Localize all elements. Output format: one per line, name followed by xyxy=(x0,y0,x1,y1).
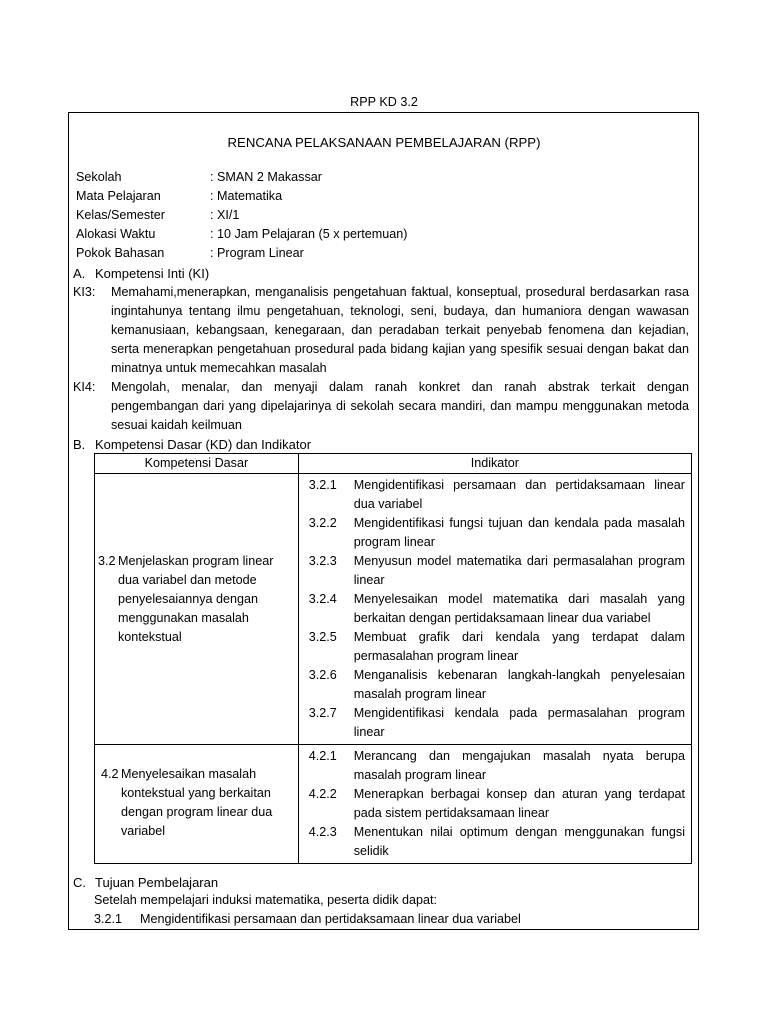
indicator-text: Merancang dan mengajukan masalah nyata berupa masalah program linear xyxy=(353,749,685,782)
indicator-number: 3.2.5 xyxy=(308,630,337,644)
indicator-number: 3.2.6 xyxy=(308,668,337,682)
indicator-number: 4.2.2 xyxy=(308,787,337,801)
indicator-text: Menerapkan berbagai konsep dan aturan yang terdapat pada sistem pertidaksamaan linear xyxy=(353,787,685,820)
indicator-item xyxy=(309,704,685,742)
meta-value: : SMAN 2 Makassar xyxy=(210,170,322,184)
section-letter: B. xyxy=(73,437,86,452)
meta-row-mata-pelajaran xyxy=(76,187,407,206)
indicator-text: Mengidentifikasi fungsi tujuan dan kendala pada masalah program linear xyxy=(353,516,685,549)
table-header-row xyxy=(95,454,692,474)
kd-text: Menyelesaikan masalah kontekstual yang berkaitan dengan program linear dua variabel xyxy=(121,767,273,838)
indicator-text: Mengidentifikasi persamaan dan pertidaksamaan linear dua variabel xyxy=(353,478,685,511)
indicator-number: 3.2.4 xyxy=(308,592,337,606)
meta-value: : 10 Jam Pelajaran (5 x pertemuan) xyxy=(210,227,408,241)
ki4-text: Mengolah, menalar, dan menyaji dalam ranah konkret dan ranah abstrak terkait dengan pengembangan dari yang dipelajarinya di sekolah secara mandiri, dan mampu menggunakan metoda sesuai kaidah keilmuan xyxy=(111,380,689,432)
indicator-number: 3.2.7 xyxy=(308,706,337,720)
meta-key: Kelas/Semester xyxy=(76,208,165,222)
meta-row-sekolah xyxy=(76,168,407,187)
header-indikator: Indikator xyxy=(298,454,691,474)
section-b-heading xyxy=(73,435,311,454)
meta-value: : Matematika xyxy=(210,189,283,203)
meta-key: Alokasi Waktu xyxy=(76,227,156,241)
document-label: RPP KD 3.2 xyxy=(350,95,418,109)
kd-cell xyxy=(95,745,299,864)
section-a-heading xyxy=(73,264,209,283)
indicator-text: Menentukan nilai optimum dengan menggunakan fungsi selidik xyxy=(353,825,685,858)
meta-key: Pokok Bahasan xyxy=(76,246,165,260)
indicator-number: 3.2.1 xyxy=(308,478,337,492)
identity-block xyxy=(76,168,407,263)
indicator-item xyxy=(309,666,685,704)
meta-row-alokasi-waktu xyxy=(76,225,407,244)
meta-key: Mata Pelajaran xyxy=(76,189,161,203)
rpp-heading: RENCANA PELAKSANAAN PEMBELAJARAN (RPP) xyxy=(227,135,541,150)
ki3-label: KI3: xyxy=(73,285,96,299)
meta-row-pokok-bahasan xyxy=(76,244,407,263)
meta-value: : XI/1 xyxy=(210,208,240,222)
header-kompetensi-dasar: Kompetensi Dasar xyxy=(95,454,299,474)
ki3-text: Memahami,menerapkan, menganalisis pengetahuan faktual, konseptual, prosedural berdasarkan rasa ingintahunya tentang ilmu pengetahuan, teknologi, seni, budaya, dan humaniora dengan wawasan kemanusiaan, kebangsaan, kenegaraan, dan peradaban terkait penyebab fenomena dan kejadian, serta menerapkan pengetahuan prosedural pada bidang kajian yang spesifik sesuai dengan bakat dan minatnya untuk memecahkan masalah xyxy=(111,285,689,375)
indicator-item xyxy=(309,823,685,861)
section-letter: A. xyxy=(73,266,86,281)
tujuan-intro: Setelah mempelajari induksi matematika, peserta didik dapat: xyxy=(94,893,438,907)
section-title: Kompetensi Inti (KI) xyxy=(95,266,210,281)
indicator-item xyxy=(309,628,685,666)
table-row xyxy=(95,745,692,864)
tujuan-text: Mengidentifikasi persamaan dan pertidaksamaan linear dua variabel xyxy=(140,912,521,926)
kd-number: 3.2 xyxy=(98,553,116,568)
indicator-cell xyxy=(298,745,691,864)
kd-number: 4.2 xyxy=(101,767,119,781)
indicator-item xyxy=(309,747,685,785)
indicator-number: 4.2.1 xyxy=(308,749,337,763)
kd-indikator-table xyxy=(94,453,692,864)
tujuan-number: 3.2.1 xyxy=(94,912,123,926)
kd-text: Menjelaskan program linear dua variabel dan metode penyelesaiannya dengan menggunakan masalah kontekstual xyxy=(118,553,274,644)
section-letter: C. xyxy=(73,875,86,890)
ki4-block xyxy=(73,378,689,435)
meta-row-kelas-semester xyxy=(76,206,407,225)
tujuan-item xyxy=(94,910,521,929)
indicator-item xyxy=(309,552,685,590)
section-title: Kompetensi Dasar (KD) dan Indikator xyxy=(95,437,312,452)
indicator-text: Mengidentifikasi kendala pada permasalahan program linear xyxy=(353,706,685,739)
indicator-number: 3.2.3 xyxy=(308,554,337,568)
ki4-label: KI4: xyxy=(73,380,96,394)
indicator-item xyxy=(309,514,685,552)
indicator-text: Menyelesaikan model matematika dari masalah yang berkaitan dengan pertidaksamaan linear dua variabel xyxy=(353,592,685,625)
indicator-item xyxy=(309,590,685,628)
indicator-text: Menyusun model matematika dari permasalahan program linear xyxy=(353,554,685,587)
meta-key: Sekolah xyxy=(76,170,122,184)
meta-value: : Program Linear xyxy=(210,246,304,260)
section-title: Tujuan Pembelajaran xyxy=(95,875,219,890)
section-c-heading xyxy=(73,873,218,892)
indicator-text: Menganalisis kebenaran langkah-langkah penyelesaian masalah program linear xyxy=(353,668,685,701)
indicator-cell xyxy=(298,474,691,745)
indicator-item xyxy=(309,785,685,823)
indicator-text: Membuat grafik dari kendala yang terdapat dalam permasalahan program linear xyxy=(353,630,685,663)
table-row xyxy=(95,474,692,745)
indicator-number: 4.2.3 xyxy=(308,825,337,839)
indicator-number: 3.2.2 xyxy=(308,516,337,530)
ki3-block xyxy=(73,283,689,378)
kd-cell xyxy=(95,474,299,745)
indicator-item xyxy=(309,476,685,514)
